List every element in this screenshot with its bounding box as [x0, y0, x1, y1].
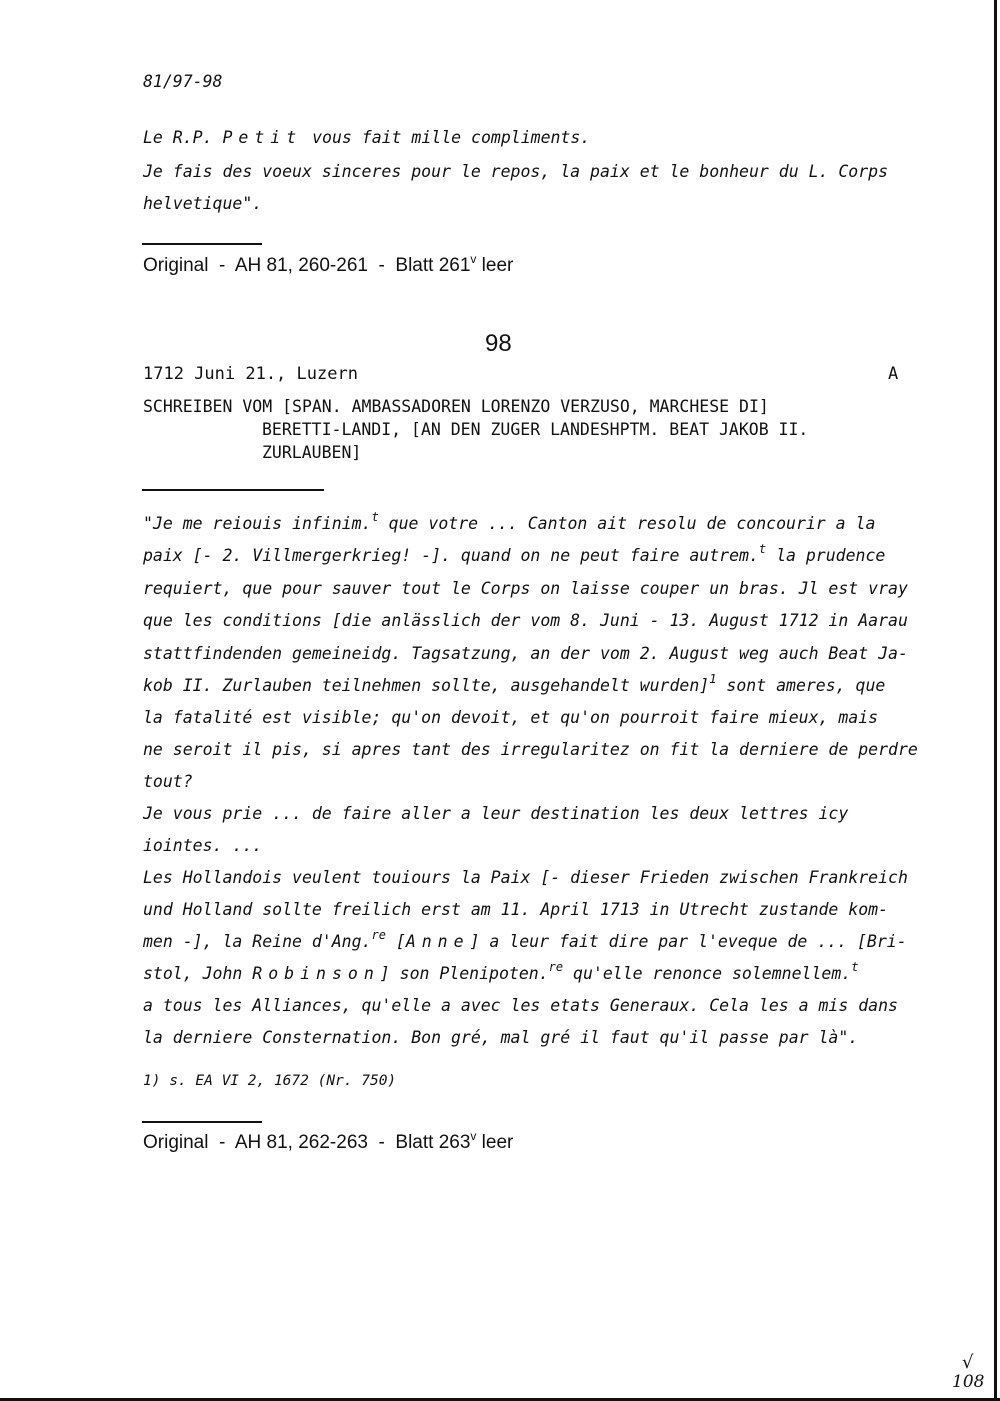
date-place: 1712 Juni 21., Luzern	[143, 364, 358, 384]
body-line-3: requiert, que pour sauver tout le Corps on laisse couper un bras. Jl est vray	[143, 579, 908, 598]
body-line-4: que les conditions [die anlässlich der vom 8. Juni - 13. August 1712 in Aarau	[143, 611, 908, 630]
body-line-10: Je vous prie ... de faire aller a leur destination les deux lettres icy	[143, 804, 849, 823]
body-line-16: a tous les Alliances, qu'elle a avec les etats Generaux. Cela les a mis dans	[143, 996, 898, 1015]
prev-doc-line-1: Le R.P. Petit vous fait mille compliments.	[143, 128, 591, 147]
name-robinson: Robinson	[252, 964, 380, 983]
page-reference: 81/97-98	[143, 72, 223, 91]
body-line-6: kob II. Zurlauben teilnehmen sollte, ausgehandelt wurden]$^1$ sont ameres, que	[143, 672, 886, 695]
prev-doc-source: Original - AH 81, 260-261 - Blatt 261$^v$ leer	[143, 252, 514, 276]
name-petit: Petit	[222, 128, 303, 147]
document-type: A	[888, 364, 899, 384]
body-line-2: paix [- 2. Villmergerkrieg! -]. quand on ne peut faire autrem.$^t$ la prudence	[143, 542, 886, 565]
folio-number: 108	[952, 1372, 985, 1392]
separator-rule	[142, 489, 324, 491]
document-number: 98	[485, 330, 512, 357]
name-anne: Anne	[405, 932, 470, 951]
doc-source: Original - AH 81, 262-263 - Blatt 263$^v$ leer	[143, 1129, 514, 1153]
body-line-9: tout?	[143, 772, 193, 791]
check-mark-icon: √	[962, 1352, 974, 1373]
separator-rule	[142, 1121, 262, 1123]
body-line-13: und Holland sollte freilich erst am 11. April 1713 in Utrecht zustande kom-	[143, 900, 889, 919]
heading-line-3: ZURLAUBEN]	[262, 443, 362, 462]
body-line-14: men -], la Reine d'Ang.$^{re}$ [Anne] a leur fait dire par l'eveque de ... [Bri-	[143, 928, 907, 951]
body-line-7: la fatalité est visible; qu'on devoit, et qu'on pourroit faire mieux, mais	[143, 708, 879, 727]
prev-doc-line-2: Je fais des voeux sinceres pour le repos, la paix et le bonheur du L. Corps	[143, 162, 889, 181]
scan-border-right	[994, 0, 997, 1401]
body-line-17: la derniere Consternation. Bon gré, mal gré il faut qu'il passe par là".	[143, 1028, 859, 1047]
footnote: 1) s. EA VI 2, 1672 (Nr. 750)	[143, 1073, 397, 1089]
prev-doc-line-3: helvetique".	[143, 194, 263, 213]
body-line-1: "Je me reiouis infinim.$^t$ que votre ... Canton ait resolu de concourir a la	[143, 510, 876, 533]
body-line-15: stol, John Robinson] son Plenipoten.$^{re}$ qu'elle renonce solemnellem.$^t$	[143, 960, 859, 983]
body-line-12: Les Hollandois veulent touiours la Paix [- dieser Frieden zwischen Frankreich	[143, 868, 908, 887]
body-line-5: stattfindenden gemeineidg. Tagsatzung, an der vom 2. August weg auch Beat Ja-	[143, 644, 908, 663]
separator-rule	[142, 243, 262, 245]
body-line-8: ne seroit il pis, si apres tant des irregularitez on fit la derniere de perdre	[143, 740, 918, 759]
heading-line-2: BERETTI-LANDI, [AN DEN ZUGER LANDESHPTM. BEAT JAKOB II.	[262, 420, 809, 439]
body-line-11: iointes. ...	[143, 836, 263, 855]
heading-line-1: SCHREIBEN VOM [SPAN. AMBASSADOREN LORENZO VERZUSO, MARCHESE DI]	[143, 397, 769, 416]
